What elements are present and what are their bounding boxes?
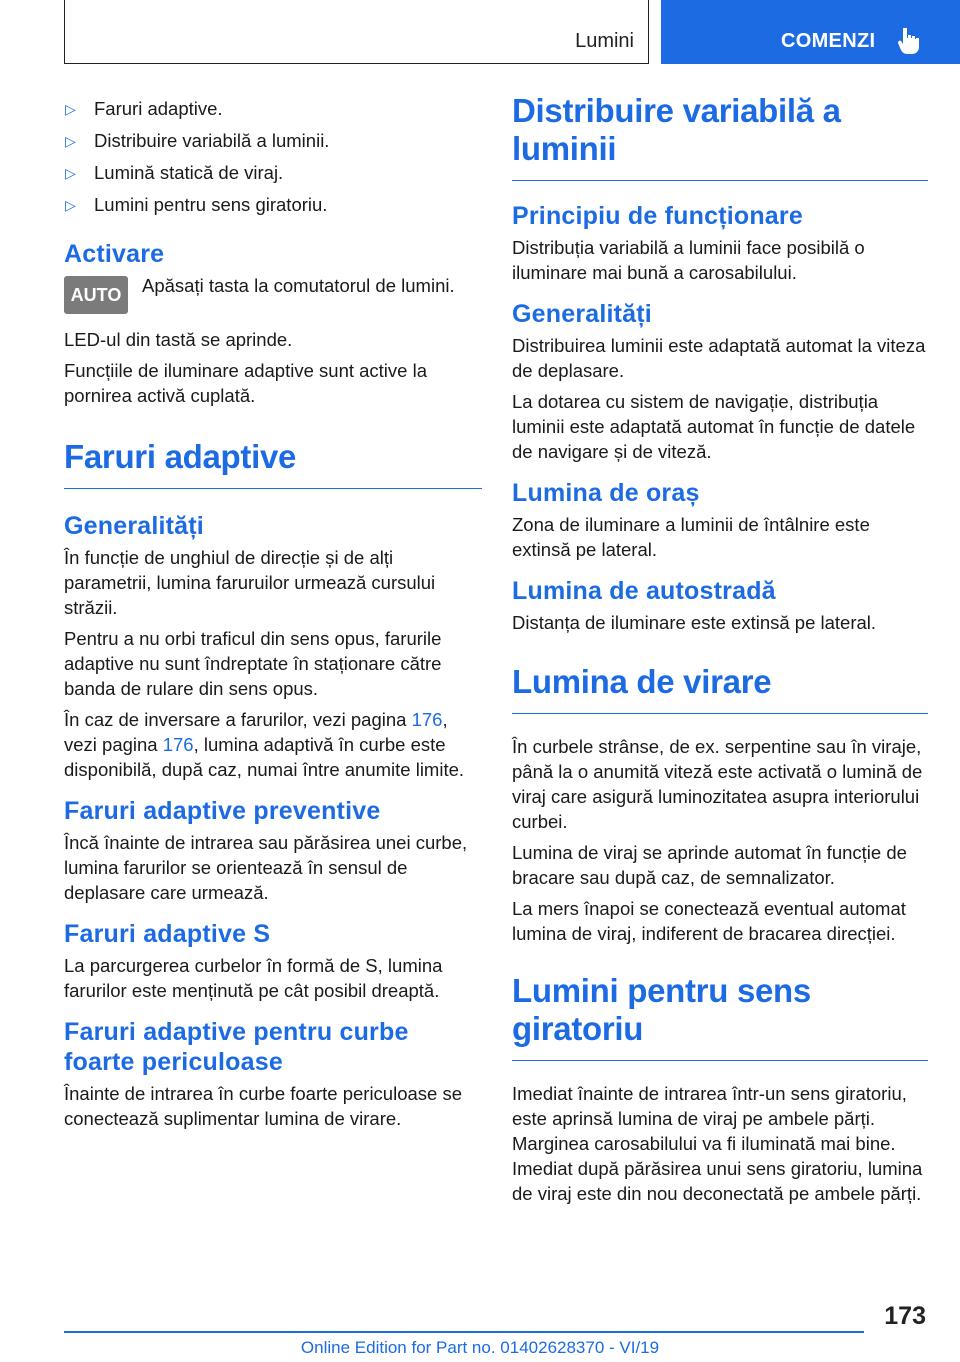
paragraph: Lumina de viraj se aprinde automat în funcție de bracare sau după caz, de semnalizator. xyxy=(512,842,907,888)
principiu-heading: Principiu de funcționare xyxy=(512,202,803,230)
oras-heading: Lumina de oraș xyxy=(512,479,700,507)
comenzi-label: COMENZI xyxy=(781,30,876,52)
triangle-bullet-icon: ▷ xyxy=(65,165,76,181)
paragraph: Încă înainte de intrarea sau părăsirea unei curbe, lumina farurilor se orientează în sensul de deplasare care urmează. xyxy=(64,832,468,903)
paragraph: Distribuția variabilă a luminii face posibilă o iluminare mai bună a carosabilului. xyxy=(512,237,865,283)
paragraph: Distanța de iluminare este extinsă pe lateral. xyxy=(512,612,877,633)
faruri-adaptive-title: Faruri adaptive xyxy=(64,438,482,489)
section-title: Lumini xyxy=(575,30,634,52)
footer-divider xyxy=(64,1331,864,1333)
s-heading: Faruri adaptive S xyxy=(64,920,271,948)
paragraph: Pentru a nu orbi traficul din sens opus, farurile adaptive nu sunt îndreptate în staționare către banda de rulare din sens opus. xyxy=(64,628,442,699)
edition-text: Online Edition for Part no. 01402628370 - VI/19 xyxy=(300,1338,660,1357)
curbe-heading: Faruri adaptive pentru curbe foarte periculoase xyxy=(64,1018,409,1076)
paragraph: În curbele strânse, de ex. serpentine sau în viraje, până la o anumită viteză este activată o lumină de viraj care asigură luminozitatea asupra interiorului curbei. xyxy=(512,736,923,832)
paragraph: Înainte de intrarea în curbe foarte periculoase se conectează suplimentar lumina de virare. xyxy=(64,1083,462,1129)
list-item: ▷ Lumină statică de viraj. xyxy=(64,160,482,185)
list-item: ▷ Faruri adaptive. xyxy=(64,96,482,121)
page-link[interactable]: 176 xyxy=(162,734,194,755)
giratoriu-title: Lumini pentru sens giratoriu xyxy=(512,972,928,1061)
page-number: 173 xyxy=(884,1302,926,1330)
paragraph: În funcție de unghiul de direcție și de alți parametrii, lumina faruruilor urmează cursului străzii. xyxy=(64,547,436,618)
header-section-box xyxy=(64,0,649,64)
triangle-bullet-icon: ▷ xyxy=(65,197,76,213)
right-column xyxy=(512,92,928,1212)
paragraph: Distribuirea luminii este adaptată automat la viteza de deplasare. xyxy=(512,335,926,381)
auto-key-icon: AUTO xyxy=(64,276,128,314)
paragraph: Funcțiile de iluminare adaptive sunt active la pornirea activă cuplată. xyxy=(64,360,427,406)
distribuire-title: Distribuire variabilă a luminii xyxy=(512,92,928,181)
preventive-heading: Faruri adaptive preventive xyxy=(64,797,381,825)
paragraph: În caz de inversare a farurilor, vezi pagina 176, vezi pagina 176, lumina adaptivă în curbe este disponibilă, după caz, numai între anumite limite. xyxy=(64,709,465,780)
autostrada-heading: Lumina de autostradă xyxy=(512,577,776,605)
paragraph: La mers înapoi se conectează eventual automat lumina de viraj, indiferent de bracarea direcției. xyxy=(512,898,906,944)
left-column xyxy=(64,96,482,1137)
activare-row xyxy=(64,273,482,319)
triangle-bullet-icon: ▷ xyxy=(65,101,76,117)
virare-title: Lumina de virare xyxy=(512,663,928,714)
hand-pointer-icon xyxy=(897,26,921,54)
paragraph: Imediat înainte de intrarea într-un sens giratoriu, este aprinsă lumina de viraj pe ambele părți. Marginea carosabilului va fi iluminată mai bine. Imediat după părăsirea unui sens giratoriu, lumina de viraj este din nou deconectată pe ambele părți. xyxy=(512,1083,923,1204)
activare-heading: Activare xyxy=(64,240,165,268)
comenzi-button[interactable] xyxy=(661,0,960,64)
triangle-bullet-icon: ▷ xyxy=(65,133,76,149)
paragraph: La parcurgerea curbelor în formă de S, lumina farurilor este menținută pe cât posibil dreaptă. xyxy=(64,955,443,1001)
activare-text: Apăsați tasta la comutatorul de lumini. xyxy=(142,275,455,296)
paragraph: Zona de iluminare a luminii de întâlnire este extinsă pe lateral. xyxy=(512,514,870,560)
generalitati-heading: Generalități xyxy=(64,512,204,540)
generalitati-heading: Generalități xyxy=(512,300,652,328)
list-item: ▷ Distribuire variabilă a luminii. xyxy=(64,128,482,153)
paragraph: LED-ul din tastă se aprinde. xyxy=(64,329,293,350)
paragraph: La dotarea cu sistem de navigație, distribuția luminii este adaptată automat în funcție de datele de navigare și de viteză. xyxy=(512,391,916,462)
page-link[interactable]: 176 xyxy=(411,709,443,730)
feature-list xyxy=(64,96,482,217)
list-item: ▷ Lumini pentru sens giratoriu. xyxy=(64,192,482,217)
